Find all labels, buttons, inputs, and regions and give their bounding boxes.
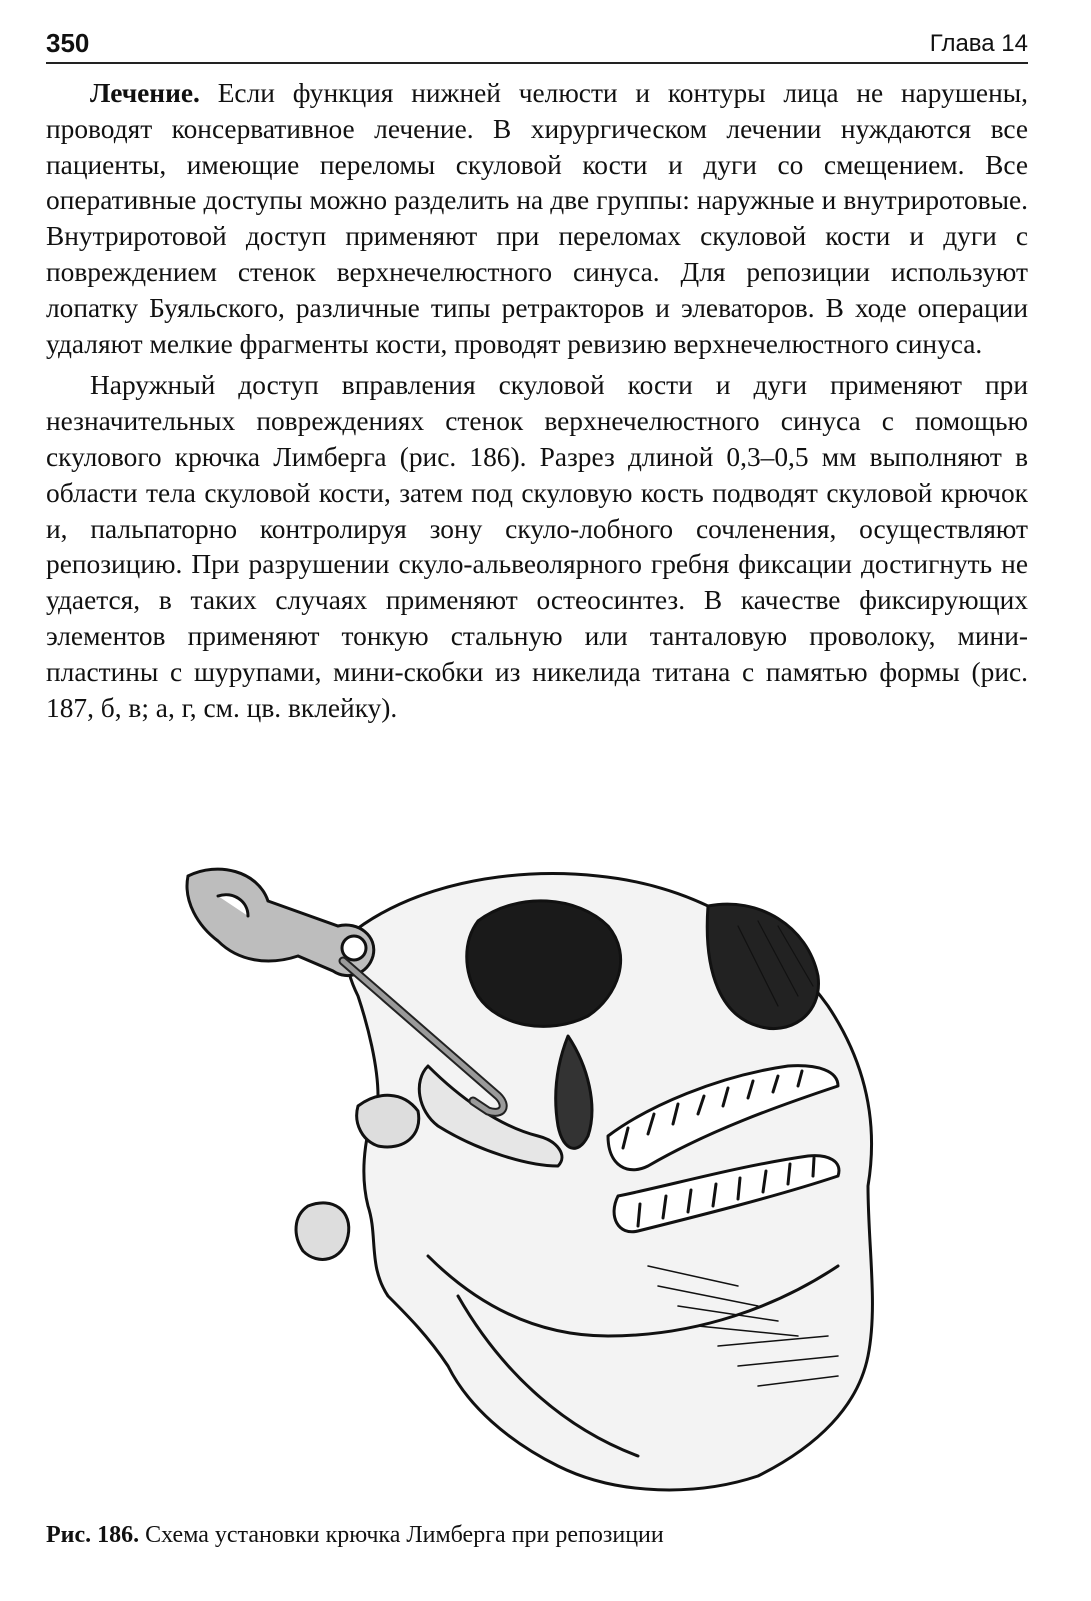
paragraph-text: Наружный доступ вправления скуловой кости и дуги применяют при незначительных повреждениях стенок верхнечелюстного синуса с помощью скулового крючка Лимберга (рис. 186). Разрез длиной 0,3–0,5 мм выполняют в области тела скуловой кости, затем под скуловую кость подводят скуловой крючок и, пальпаторно контролируя зону скуло-лобного сочленения, осуществляют репозицию. При разрушении скуло-альвеолярного гребня фиксации достигнуть не удается, в таких случаях применяют остеосинтез. В качестве фиксирующих элементов применяют тонкую стальную или танталовую проволоку, мини-пластины с шурупами, мини-скобки из никелида титана с памятью формы (рис. 187, б, в; а, г, см. цв. вклейку).	[46, 370, 1028, 723]
caption-label: Рис. 186.	[46, 1522, 140, 1548]
body-text	[46, 76, 1028, 726]
figure-186	[178, 866, 898, 1506]
caption-text: Схема установки крючка Лимберга при репозиции	[139, 1522, 664, 1548]
skull-illustration	[178, 866, 898, 1506]
paragraph-text: Если функция нижней челюсти и контуры лица не нарушены, проводят консервативное лечение. В хирургическом лечении нуждаются все пациенты, имеющие переломы скуловой кости и дуги со смещением. Все оперативные доступы можно разделить на две группы: наружные и внутриротовые. Внутриротовой доступ применяют при переломах скуловой кости и дуги с повреждением стенок верхнечелюстного синуса. Для репозиции используют лопатку Буяльского, различные типы ретракторов и элеваторов. В ходе операции удаляют мелкие фрагменты кости, проводят ревизию верхнечелюстного синуса.	[46, 78, 1028, 359]
paragraph-treatment	[46, 76, 1028, 362]
paragraph-lead: Лечение.	[90, 78, 200, 108]
figure-caption	[46, 1520, 1028, 1550]
page-number: 350	[46, 28, 90, 58]
chapter-title: Глава 14	[929, 30, 1028, 57]
paragraph-external-access	[46, 368, 1028, 726]
running-header	[46, 28, 1028, 64]
